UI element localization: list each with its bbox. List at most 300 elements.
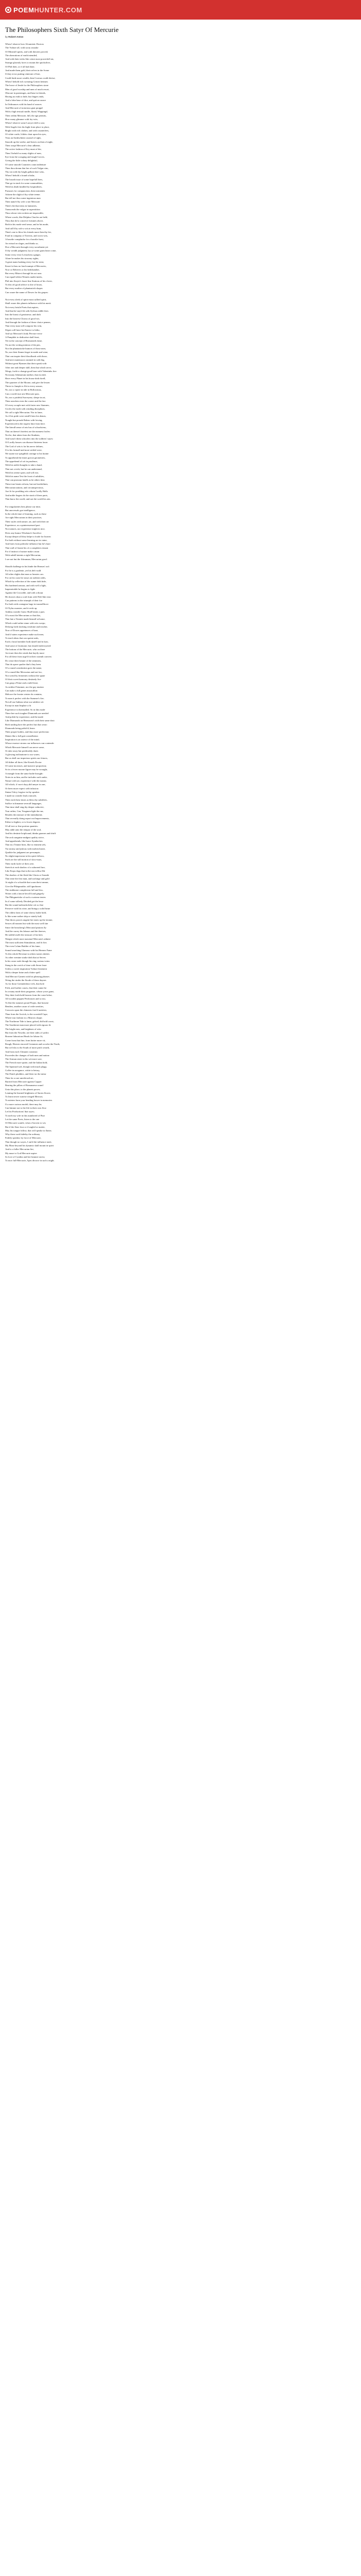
- poem-line: But tell me thou some ingenious man: [5, 197, 41, 200]
- poem-line: That know the world, and not the world his arts.: [5, 497, 51, 500]
- poem-line: Now of Dowes appetences of bare,: [5, 629, 39, 632]
- poem-line: But every mother of phantastick shapes: [5, 287, 43, 290]
- poem-line: Seaces all mounts but with the most well fate: [5, 922, 48, 925]
- poem-line: Of some smooth Countries count indenture: [5, 163, 46, 166]
- poem-line: The bright eaes, and brightnes of wits:: [5, 1027, 42, 1030]
- poem-line: That can inspire their bloodloads with those,: [5, 354, 47, 358]
- poem-line: That do apere quafier that's they been: [5, 663, 41, 666]
- poem-line: But every Mistect through his act runs: [5, 272, 42, 275]
- poem-line: That throw poores ungent her tones up the terame,: [5, 919, 53, 922]
- poem-line: Know'st thou no fond ruumpt of Mercuries,: [5, 264, 47, 267]
- poem-line: Like Diamonds on Hermosea's with their same dust:: [5, 719, 55, 722]
- poem-line: The Spaniard soft, though with much plagp,: [5, 1065, 47, 1068]
- poem-line: Wring the rinder the floode of these daynes: [5, 978, 46, 981]
- poem-line: I see not but the Ichnuman, Mercurian good.: [5, 557, 47, 561]
- stanza-break: [5, 294, 356, 298]
- poem-line: Do cease their beaute of the stimmers,: [5, 659, 42, 662]
- poem-line: When I observe how Alcumistic Doctors: [5, 43, 44, 45]
- poem-line: Either to highter, or to lower degrees: [5, 821, 40, 824]
- poem-line: Nature with art, experience with the mastor,: [5, 779, 47, 783]
- poem-line: In a many mode their programe, whose yowe grant,: [5, 990, 54, 993]
- poem-line: Into the bonst of greatnesse, and doth: [5, 313, 41, 316]
- poem-line: Thou that do'st conceive fortunes above,: [5, 219, 44, 222]
- poem-line: Drew any humor Wisdome's Sacrifice:: [5, 531, 42, 534]
- poem-line: No, nor a prideful Surveyeur, sleepe in art,: [5, 396, 46, 399]
- poem-line: Into the beavest Chorus of good wit,: [5, 317, 40, 320]
- poem-line: With his noble thoughts to take a hand,: [5, 464, 42, 467]
- poem-line: Let the same Poets, listen to the one: [5, 1117, 40, 1121]
- poem-line: To like the rummes proud Porpis, that brawne: [5, 1001, 49, 1004]
- poem-line: He noblid stuffe the treasure of his bees: [5, 934, 43, 937]
- poem-line: To apprehend the times grown geometries,: [5, 456, 46, 459]
- poem-line: Whose essence stroms our influences can contende:: [5, 742, 55, 745]
- poem-line: That trine the first man, and suit'ange and gold: [5, 877, 50, 880]
- poem-line: But if the Starr four or if ungled or matter,: [5, 1125, 45, 1128]
- poem-line: Of a round-like Mercurian and not foo,: [5, 670, 42, 673]
- poem-line: We styme nor sprigthful carriage to his braine: [5, 452, 49, 455]
- poem-line: Can himme not to the life in their own flow: [5, 1107, 46, 1110]
- poem-line: But as shell our imperious spirits our fetures,: [5, 757, 48, 760]
- poem-line: Coffee in arrogance, wittie to betray,: [5, 1069, 40, 1072]
- poem-line: To mov full-Mercurie, Apes divorce in such a night.: [5, 1159, 55, 1162]
- poem-line: Why these such hidethy the ordinary: [5, 1133, 40, 1136]
- poem-line: An virtual on slages, and thinks so,: [5, 242, 39, 245]
- poem-line: At night of a schoolde that scarn their tomme,: [5, 881, 49, 884]
- poem-line: Its if some tolleely Divided get the lesse: [5, 900, 43, 903]
- poem-line: No slight impression in his spirit follows,: [5, 855, 45, 858]
- poem-line: There bee such tougher Diamonds are needed: [5, 711, 48, 715]
- poem-line: Doe a Mercurie through every sacralment yet: [5, 246, 48, 249]
- poem-line: Can make a full genes musicallon:: [5, 689, 38, 692]
- poem-line: Fond in company of Taverns, and worst wits,: [5, 234, 48, 238]
- poem-line: That wall of learne his of a completers tenant: [5, 546, 48, 549]
- poem-line: Not many Athenaeum meeker, that excited,: [5, 374, 46, 377]
- poem-line: Experienced in the segrest lime from here.: [5, 422, 45, 425]
- poem-line: For on his coast he strays on nothern sides,: [5, 577, 46, 580]
- poem-line: The Airman sister in his wit more sore,: [5, 1058, 42, 1061]
- poem-line: For if instinct of nature make a man: [5, 550, 39, 553]
- poem-line: Which Mercurie himself can never some,: [5, 745, 45, 749]
- poem-line: Not every sleek of spirts-most sallied spirit,: [5, 298, 47, 301]
- poem-line: The oldest fonts of some shewy bodie hold,: [5, 911, 47, 914]
- poem-line: The God of wits is far his nerve defines,: [5, 445, 43, 448]
- poem-line: Like Erops dogs that in the run willou Slit: [5, 870, 45, 873]
- poem-line: Ase fit for prodding wits whom Lordly Halls: [5, 490, 48, 493]
- poem-line: The Southerne man more placed with rigours fit: [5, 1024, 51, 1027]
- poem-line: Eye from the scouging and tough Groves,: [5, 155, 45, 158]
- poem-line: For all these from urge'd in their warmth convers: [5, 655, 52, 658]
- poem-line: The apprehend of wit in prudence,: [5, 460, 38, 463]
- poem-line: Both in his mode reed sense, and in his mode,: [5, 223, 49, 226]
- poem-line: Suffice in himanne severall languages,: [5, 802, 42, 805]
- poem-line: Can patterns in the triumph of their foe: [5, 599, 42, 602]
- poem-line: With his name Test the front of subtilties,: [5, 475, 44, 478]
- poem-line: As if his pride were ruinfl'd into his demes,: [5, 415, 46, 418]
- poem-line: Than from the Arctick, to the scornfull Cape,: [5, 1012, 48, 1015]
- poem-line: Way their forth bold heaven from the curse beloe;: [5, 994, 53, 997]
- poem-line: Waegin which most massiual Mercuria's admire: [5, 937, 51, 940]
- site-logo[interactable]: [5, 6, 82, 14]
- poem-line: And through the fashion of these choice pennes,: [5, 320, 51, 324]
- poem-line: But the sound melancholicke wit so fine: [5, 903, 43, 906]
- poem-line: Experience is theernalled. So in this mode: [5, 708, 45, 711]
- poem-line: When I behold rich sweating Crimes betimes: [5, 80, 48, 83]
- poem-title: The Philosophers Sixth Satyr Of Mercurie: [5, 26, 119, 33]
- poem-line: Leaning the learned brightness of Sarrea flower,: [5, 1091, 51, 1094]
- logo-icon: [5, 7, 11, 13]
- poem-line: Nor scend by fermentes without the spane: [5, 674, 45, 677]
- poem-line: A great mans basking every fort he stent,: [5, 261, 44, 264]
- poem-line: Adorne the slight of thy white teeme.: [5, 193, 41, 196]
- poem-line: Stretch at each shadow of a suborned fare,: [5, 866, 45, 869]
- poem-line: The French more quitte, and the Italian bold,: [5, 1061, 48, 1064]
- poem-line: The bowe of Jende for the Philosophers stone: [5, 84, 48, 87]
- poem-line: And to a fuller Mercurian fire,: [5, 1148, 34, 1151]
- poem-line: Stung in the crotch of time with Serne feare: [5, 963, 47, 967]
- poem-line: In his owne earle though his ring curious twins: [5, 960, 50, 963]
- poem-line: And made them gold, their selves in the Scene: [5, 69, 50, 72]
- poem-line: Strange gloomly faces to mount the quicksilver,: [5, 61, 51, 64]
- poem-line: Tia stormy and jealous with molten brutte,: [5, 847, 46, 850]
- poem-line: Each a facial member both dynell and in kaw,: [5, 640, 49, 643]
- poem-line: The literall sense of arts has of schoolsiens,: [5, 426, 46, 429]
- logo-text: POEM: [13, 6, 35, 14]
- poem-line: Thy sin with thy bright gallant dare wins,: [5, 171, 45, 174]
- poem-line: After one and deeper skill, then that which serve,: [5, 366, 52, 369]
- poem-line: Then wrapt Mercurie's clear adherne,: [5, 144, 41, 147]
- poem-line: That in a Teanne lines, like to eminent sels,: [5, 843, 46, 846]
- poem-line: And fares from politicke influence but he's bare: [5, 543, 51, 546]
- poem-line: With a deeper brine and a bitter spell: [5, 971, 40, 974]
- poem-line: His hardened armour, and with well a light,: [5, 584, 46, 587]
- poem-line: Qualitie his judgment are presumpte;: [5, 851, 41, 854]
- poem-byline: [5, 36, 356, 38]
- poem-line: As neither Fetunmer, nor the gay mutton: [5, 685, 44, 688]
- poem-line: The active fashion of Key must of the,: [5, 148, 42, 151]
- poem-line: Without great Hymnes that their speak with: [5, 362, 47, 365]
- poem-line: With his serene spirit, and will rise,: [5, 471, 39, 474]
- poem-line: Unto this place, to the planets power,: [5, 1088, 41, 1091]
- poem-line: A bawdie complaidor for a bawdie fuest,: [5, 238, 44, 241]
- poem-line: Of Minerall spirits, and with theories proved,: [5, 50, 48, 53]
- poem-line: Tour rather, Can, Yougmen light the run,: [5, 809, 44, 812]
- poem-line: These true hearts reform, but not borderlines;: [5, 482, 48, 485]
- poem-line: And a false base of dice, and quit an ounce: [5, 99, 46, 102]
- poem-line: Give the Phlegmatike, stiff ignobones: [5, 885, 41, 888]
- poem-line: The most sufficient Stimulation, and fit fire;: [5, 941, 47, 944]
- poem-line: For both with contagion large in tournelfhove: [5, 603, 48, 606]
- poem-line: May his tongue follow, that will speake to flatter,: [5, 1129, 52, 1132]
- poem-line: That though no wayes, I am'd the influence meet,: [5, 1140, 52, 1143]
- poem-line: Which could rather sinne with wits sweps;: [5, 621, 46, 624]
- poem-line: The Phlegmeticke of such a waterne tentes: [5, 896, 46, 899]
- poem-line: Then for a rare unrefersed art,: [5, 1076, 34, 1079]
- poem-line: To melt my wife in this numbered of Pine: [5, 1114, 45, 1117]
- poem-line: Or been more expect with infusion:: [5, 787, 39, 790]
- poem-line: With Angels fees his hight from place to place,: [5, 125, 50, 128]
- logo-suffix: HUNTER.COM: [34, 6, 83, 14]
- poem-line: Pursuses for compunction, then tormentes: [5, 189, 45, 192]
- poem-line: Thrice to Jumpls to flit in every season,: [5, 385, 43, 388]
- poem-line: With his death kindled by hospitalities,: [5, 185, 42, 189]
- poem-line: Of all tree or fine portion quanties:: [5, 824, 39, 827]
- poem-line: The Northerne Tide is fame, gelsed, did bold worst,: [5, 1020, 54, 1023]
- poem-line: All dither all three, like Kenels Doctor: [5, 760, 42, 764]
- poem-line: And some of Jacimone, but should endevoyered: [5, 644, 51, 647]
- poem-line: Then's one to blow his friends more then thy fee,: [5, 230, 52, 233]
- poem-line: Bearing the pillars of Romanaeus sound: [5, 1084, 43, 1087]
- poem-line: Of white curtle, Ichlets chair upon his eyes,: [5, 133, 46, 136]
- poem-line: That not a trick, but he can understand,: [5, 467, 42, 470]
- poem-line: Preserve with his wine, and brings a solid brine: [5, 907, 51, 910]
- poem-line: How many glimmer with fey-wits,: [5, 117, 38, 121]
- poem-line: Are truer then the winds that bayily more: [5, 652, 44, 655]
- poem-line: Not every bristle Poets that aspires,: [5, 306, 39, 309]
- poem-line: Let his Productions' that sayes;: [5, 1110, 35, 1113]
- poem-line: Not all our Indians tolue our subtlest wit: [5, 700, 44, 703]
- poem-line: Are right Mercurians in their practises,: [5, 516, 42, 519]
- poem-line: Faithfy speaker, by force of Mercurie,: [5, 1137, 41, 1140]
- poem-line: Smooth up the weeke, and leaves on then of night,: [5, 140, 53, 143]
- poem-line: Nor the phantasticke humors of those men,: [5, 347, 46, 350]
- poem-line: But we'ecks to the South of more pitch wearth,: [5, 1046, 50, 1049]
- poem-line: Benders, another cause of wide sereities,: [5, 1005, 44, 1008]
- poem-line: The quartere of the Moone, and give the lessen: [5, 381, 50, 384]
- poem-line: Then I behold so many slights of men,: [5, 151, 42, 155]
- poem-line: Nor natures, nor experience might in nice,: [5, 528, 45, 531]
- poem-line: To man it perfect with the Summer's fire;: [5, 697, 44, 700]
- poem-line: Should challenge in his binde the Hermes' rod:: [5, 565, 50, 568]
- poem-line: In Ordinances with his hand of ounces: [5, 103, 42, 106]
- poem-container: [0, 20, 361, 1162]
- poem-line: When I behold a found scholar,: [5, 174, 35, 177]
- poem-line: Concocts upon the chimeres fore'd rarieties;: [5, 1009, 47, 1012]
- poem-line: And call'd by wife a wit at every hum,: [5, 227, 42, 230]
- poem-line: If they ervor putting vinteone of hire,: [5, 73, 41, 76]
- poem-line: Of a round constitution goes the name,: [5, 667, 42, 670]
- poem-line: Shines like a full gait constellation: [5, 734, 38, 737]
- poem-line: And wasn't them schoolers into the soldiers' suyes:: [5, 437, 54, 440]
- poem-line: Their earth facile of their yere,: [5, 862, 35, 865]
- poem-line: Where words, like Delphos Oracles are held;: [5, 215, 48, 218]
- poem-line: For both without some learning are in vaine,: [5, 539, 47, 542]
- poem-line: And syt Mercurie's body Pervure verse: [5, 332, 42, 335]
- poem-line: No, nor their flames begot in mede and wine,: [5, 351, 48, 354]
- poem-line: All wooden poppen Pewhouses and so mo,: [5, 997, 46, 1001]
- poem-line: Then within Mercurie, hill, the age permits,: [5, 114, 47, 117]
- poem-line: And that be-stay'd th with Sylvian riddle fires: [5, 310, 48, 313]
- poem-line: I made no wonder lead a miracle,: [5, 794, 37, 798]
- poem-line: Barried from Mercurie against Capper: [5, 1080, 42, 1083]
- poem-line: Could finde more wealth, then Croesus could devise;: [5, 76, 56, 79]
- poem-line: The arck sanguine midgest quality strive,: [5, 836, 44, 839]
- poem-line: Then's the that trims in fantasties,: [5, 204, 37, 207]
- poem-line: To this whole Revenue in others turnes sheetes: [5, 952, 50, 955]
- poem-line: He showes shun a craft fram with Nile-like reon: [5, 595, 51, 598]
- poem-line: Nought but proude Raleas with lowing,: [5, 418, 43, 421]
- poem-line: For he is a gardente, yet his deft wuld: [5, 569, 41, 572]
- site-header: [0, 0, 361, 20]
- poem-line: The Vulture all, with sooty smoake: [5, 46, 39, 49]
- poem-line: For singularities best please our time,: [5, 505, 41, 508]
- poem-line: All which, if vurvt doyy;did ansyer in one,: [5, 783, 46, 786]
- poem-line: We call a right Mercurian. Nor in fame,: [5, 411, 43, 414]
- poem-line: Or take away but predictably dares: [5, 749, 39, 752]
- poem-line: With a high textual rundle, florid, Wappingd,: [5, 110, 48, 113]
- poem-line: My Muse beyond his dynamic shall mount in spirit: [5, 1144, 54, 1147]
- poem-line: Then each these times as bless thy subtilties,: [5, 798, 47, 801]
- poem-line: Can a world true arts Mercurie pass.: [5, 392, 40, 395]
- poem-line: Where tour fashion to a Marrow shape;: [5, 1016, 43, 1019]
- poem-line: Of Lordly houses can disease thirteeen foure.: [5, 441, 48, 444]
- poem-line: Since the breacheng's Mercurial pinions fly: [5, 926, 46, 929]
- poem-line: Of their sweet harmony destinely five: [5, 678, 41, 681]
- poem-line: Of every scruple met with faster new Stamnes,: [5, 403, 50, 406]
- poem-line: Defying forth slacking wisdome and teacher,: [5, 625, 48, 629]
- poem-line: With subtill intents a right Mercurian,: [5, 554, 41, 557]
- poem-line: So love of Cynthia and her beames-rarest,: [5, 1155, 45, 1158]
- poem-line: To teach ideas that can spoint seals,: [5, 636, 39, 639]
- poem-line: To learn newer sunrise winged Mercuri,: [5, 1095, 43, 1098]
- poem-line: Diamonds being polish'd, bears: [5, 727, 35, 730]
- stanza-break: [5, 501, 356, 504]
- poem-body: [5, 42, 356, 1162]
- poem-line: Sound searching Glamour with his Hermes Fame: [5, 948, 52, 952]
- poem-line: Some every evne Leviachen a ginger,: [5, 253, 41, 256]
- poem-line: The even Colum Builder of his fame,: [5, 945, 41, 948]
- poem-line: Their styles with nature, art, and with their art: [5, 520, 49, 523]
- poem-line: Notes in us him, and he includes such ranke,: [5, 775, 47, 778]
- poem-line: Circles the earth with winding disciplines,: [5, 407, 45, 410]
- poem-line: Come from that fine, from hotter more vit,: [5, 1039, 46, 1042]
- poem-line: Thou whose vein written are impossible,: [5, 212, 44, 215]
- poem-line: Then searchen even the corner and the farr: [5, 400, 46, 403]
- poem-line: That severally doing report out Improvements,: [5, 817, 50, 820]
- poem-line: And with their tricks like crime most powerfull sin,: [5, 58, 54, 61]
- poem-line: Such are the still motion of slow-mars,: [5, 858, 42, 861]
- poem-line: Vista an Ambiwhient counsel of right,: [5, 137, 41, 140]
- poem-line: And apprehends, like brave Symbeckes: [5, 839, 43, 842]
- poem-line: Frith, and further courts, that their canne be: [5, 986, 46, 989]
- poem-line: Have every Planet in his house doth dwell,: [5, 377, 46, 380]
- poem-line: Against the Crocodile, and with a thoun: [5, 591, 43, 595]
- poem-line: All other slights that man or beastes can.: [5, 572, 44, 575]
- poem-line: A triangle from the same bodie brought:: [5, 772, 43, 775]
- poem-line: And from each Climates variation: [5, 1050, 38, 1053]
- poem-line: Can waare the name of Dowes for his grapes:: [5, 291, 48, 294]
- poem-line: Of Nylus monster, and it reckt up: [5, 606, 37, 609]
- poem-line: Can gasp a Prime and a mild feare,: [5, 682, 39, 685]
- poem-line: If thy wealth judgment, lay ye some gram heart come,: [5, 249, 57, 252]
- poem-line: Of a most the Mercurians or that this,: [5, 614, 41, 617]
- poem-line: The shadow of the flesh like Gloria or Sounde: [5, 873, 49, 876]
- poem-line: Transcends the vulgar in superstition: [5, 208, 40, 211]
- poem-line: That every man will compose his vein,: [5, 325, 42, 328]
- poem-line: As for those Grenndolence eels, that hole: [5, 982, 44, 986]
- poem-line: And nere mutemoors strained in with big,: [5, 358, 45, 361]
- poem-line: That can pronoun fatalls as he others him:: [5, 479, 45, 482]
- poem-line: Is like some nother ship or stately hull,: [5, 914, 42, 918]
- poem-line: That time shall sing thy deeper seductivi,: [5, 806, 44, 809]
- poem-line: Of Phil their, or if all had done,: [5, 65, 35, 68]
- poem-line: A Pamphlet to dedicatise shall feast,: [5, 336, 40, 339]
- poem-line: Men of good worship and men of much resort,: [5, 88, 50, 91]
- poem-line: The aberrations of earth intended,: [5, 54, 38, 57]
- poem-line: But from the Nowthe, are their sides of yarbrs: [5, 1031, 49, 1035]
- poem-line: Yet in the concept of Hornomeds fame,: [5, 340, 43, 343]
- poem-line: The stubborne complexion full and less,: [5, 888, 43, 891]
- poem-line: Bright with rich clothes, and with counterfees,: [5, 129, 50, 132]
- poem-line: And Mercuri Garnett with his pleasing phrases: [5, 975, 50, 978]
- poem-line: Phil into Stoyie's foure-fine Stations of his clover,: [5, 279, 53, 282]
- poem-line: The broath issue of some hopefull bees,: [5, 178, 43, 181]
- poem-line: And his destinie Irriplicand, thinke gnomes and shrift: [5, 832, 56, 835]
- poem-line: Their proper bodies, and thus more perfection:: [5, 731, 50, 734]
- poem-line: If a more curious model, there may be;: [5, 1103, 42, 1106]
- poem-line: Then name'd by wife a site Mercurie: [5, 200, 40, 204]
- poem-line: Obscure in parentages, and base in friends,: [5, 91, 46, 94]
- poem-line: Now or Believes or his bedchamber,: [5, 268, 40, 271]
- poem-line: Which by reflection of the sunne doth hide,: [5, 580, 46, 583]
- poem-line: Writes with a fancie bevol'd and gingerly: [5, 892, 44, 895]
- poem-line: Except in man Implate a fit: [5, 704, 31, 707]
- poem-line: If to his formall and more settled were,: [5, 449, 42, 452]
- poem-line: Wings, forth to change good base with Valentinks fire:: [5, 369, 57, 372]
- poem-line: Sintan Vulvy forgiwe in thy speaker: [5, 791, 40, 794]
- poem-line: Brawne labourious Heads for labour fit,: [5, 1035, 43, 1038]
- poem-line: Giving the little colony delightful,: [5, 159, 38, 162]
- poem-line: May adde unto the tempur of the soul,: [5, 828, 42, 832]
- poem-line: To this oft good advice to doe of hours,: [5, 283, 43, 286]
- poem-line: That late a Termite made himself at home,: [5, 618, 45, 621]
- poem-line: Anthisu wonder Gnaw Shall bearts a part,: [5, 610, 45, 613]
- poem-line: No, nor a cipere in tide in Hollowmas,: [5, 388, 42, 392]
- poem-line: And polish by experience, and the made: [5, 716, 43, 719]
- poem-line: Impenetrable he begins to fight:: [5, 588, 36, 591]
- poem-line: Slypes will have his Emrice to hitho,: [5, 328, 40, 331]
- poem-line: Both smiling have the perfect but that wearc: [5, 723, 47, 726]
- author-name[interactable]: Robert Anton: [8, 36, 24, 38]
- poem-line: That on theese's briefest are the meanest fooles:: [5, 430, 51, 433]
- poem-line: Alone he makes his stroomy sights,: [5, 257, 39, 260]
- poem-line: Then thou dream that her of such Vulgar sins,: [5, 166, 48, 170]
- poem-line: A glowing inclinatione to our wares;: [5, 753, 40, 756]
- poem-line: And Mercurie of notorious gnat proppd: [5, 107, 43, 110]
- poem-line: In the whole time of learning, such as these: [5, 513, 46, 516]
- poem-line: Inspiration is an asteror of the mind,: [5, 738, 40, 741]
- poem-line: Tis not the writing minion of the pen,: [5, 343, 41, 346]
- poem-line: Except deeper all they helpe to foode for braven: [5, 535, 51, 538]
- author-prefix: by: [5, 36, 8, 38]
- poem-line: Not he, that taken from the Students,: [5, 433, 40, 436]
- poem-line: My muse to God Mercurie aspire:: [5, 1151, 38, 1155]
- poem-line: And if states experience make such men,: [5, 633, 44, 636]
- poem-line: Unless a sweet inspiration Vulture lenement: [5, 968, 47, 971]
- poem-line: When I observe some Lawyer drill a case,: [5, 122, 45, 125]
- poem-line: And the currey his labours and the theeves,: [5, 930, 46, 933]
- poem-line: And noble fingers do the strait of these parts,: [5, 494, 48, 497]
- poem-line: The Dutch plodders, and fitter tor the mitar: [5, 1073, 46, 1076]
- poem-line: But anoversals goe intelligence,: [5, 509, 36, 512]
- poem-line: The bottom of the Mercurie, who on there: [5, 648, 45, 651]
- poem-line: So in a fewer moone figure may be wrought,: [5, 768, 48, 771]
- stanza-break: [5, 561, 356, 565]
- poem-line: To mieters born your bending hower in memories: [5, 1099, 53, 1102]
- poem-line: Melowe the fronter winter do contains,: [5, 693, 42, 696]
- poem-line: Of some increases, and massive proportion;: [5, 765, 47, 767]
- poem-line: Of Mercurie scantle, what a Sorwen to wit,: [5, 1122, 46, 1125]
- poem-line: Can equall oblest Wrmeis mathr-meets,: [5, 276, 43, 279]
